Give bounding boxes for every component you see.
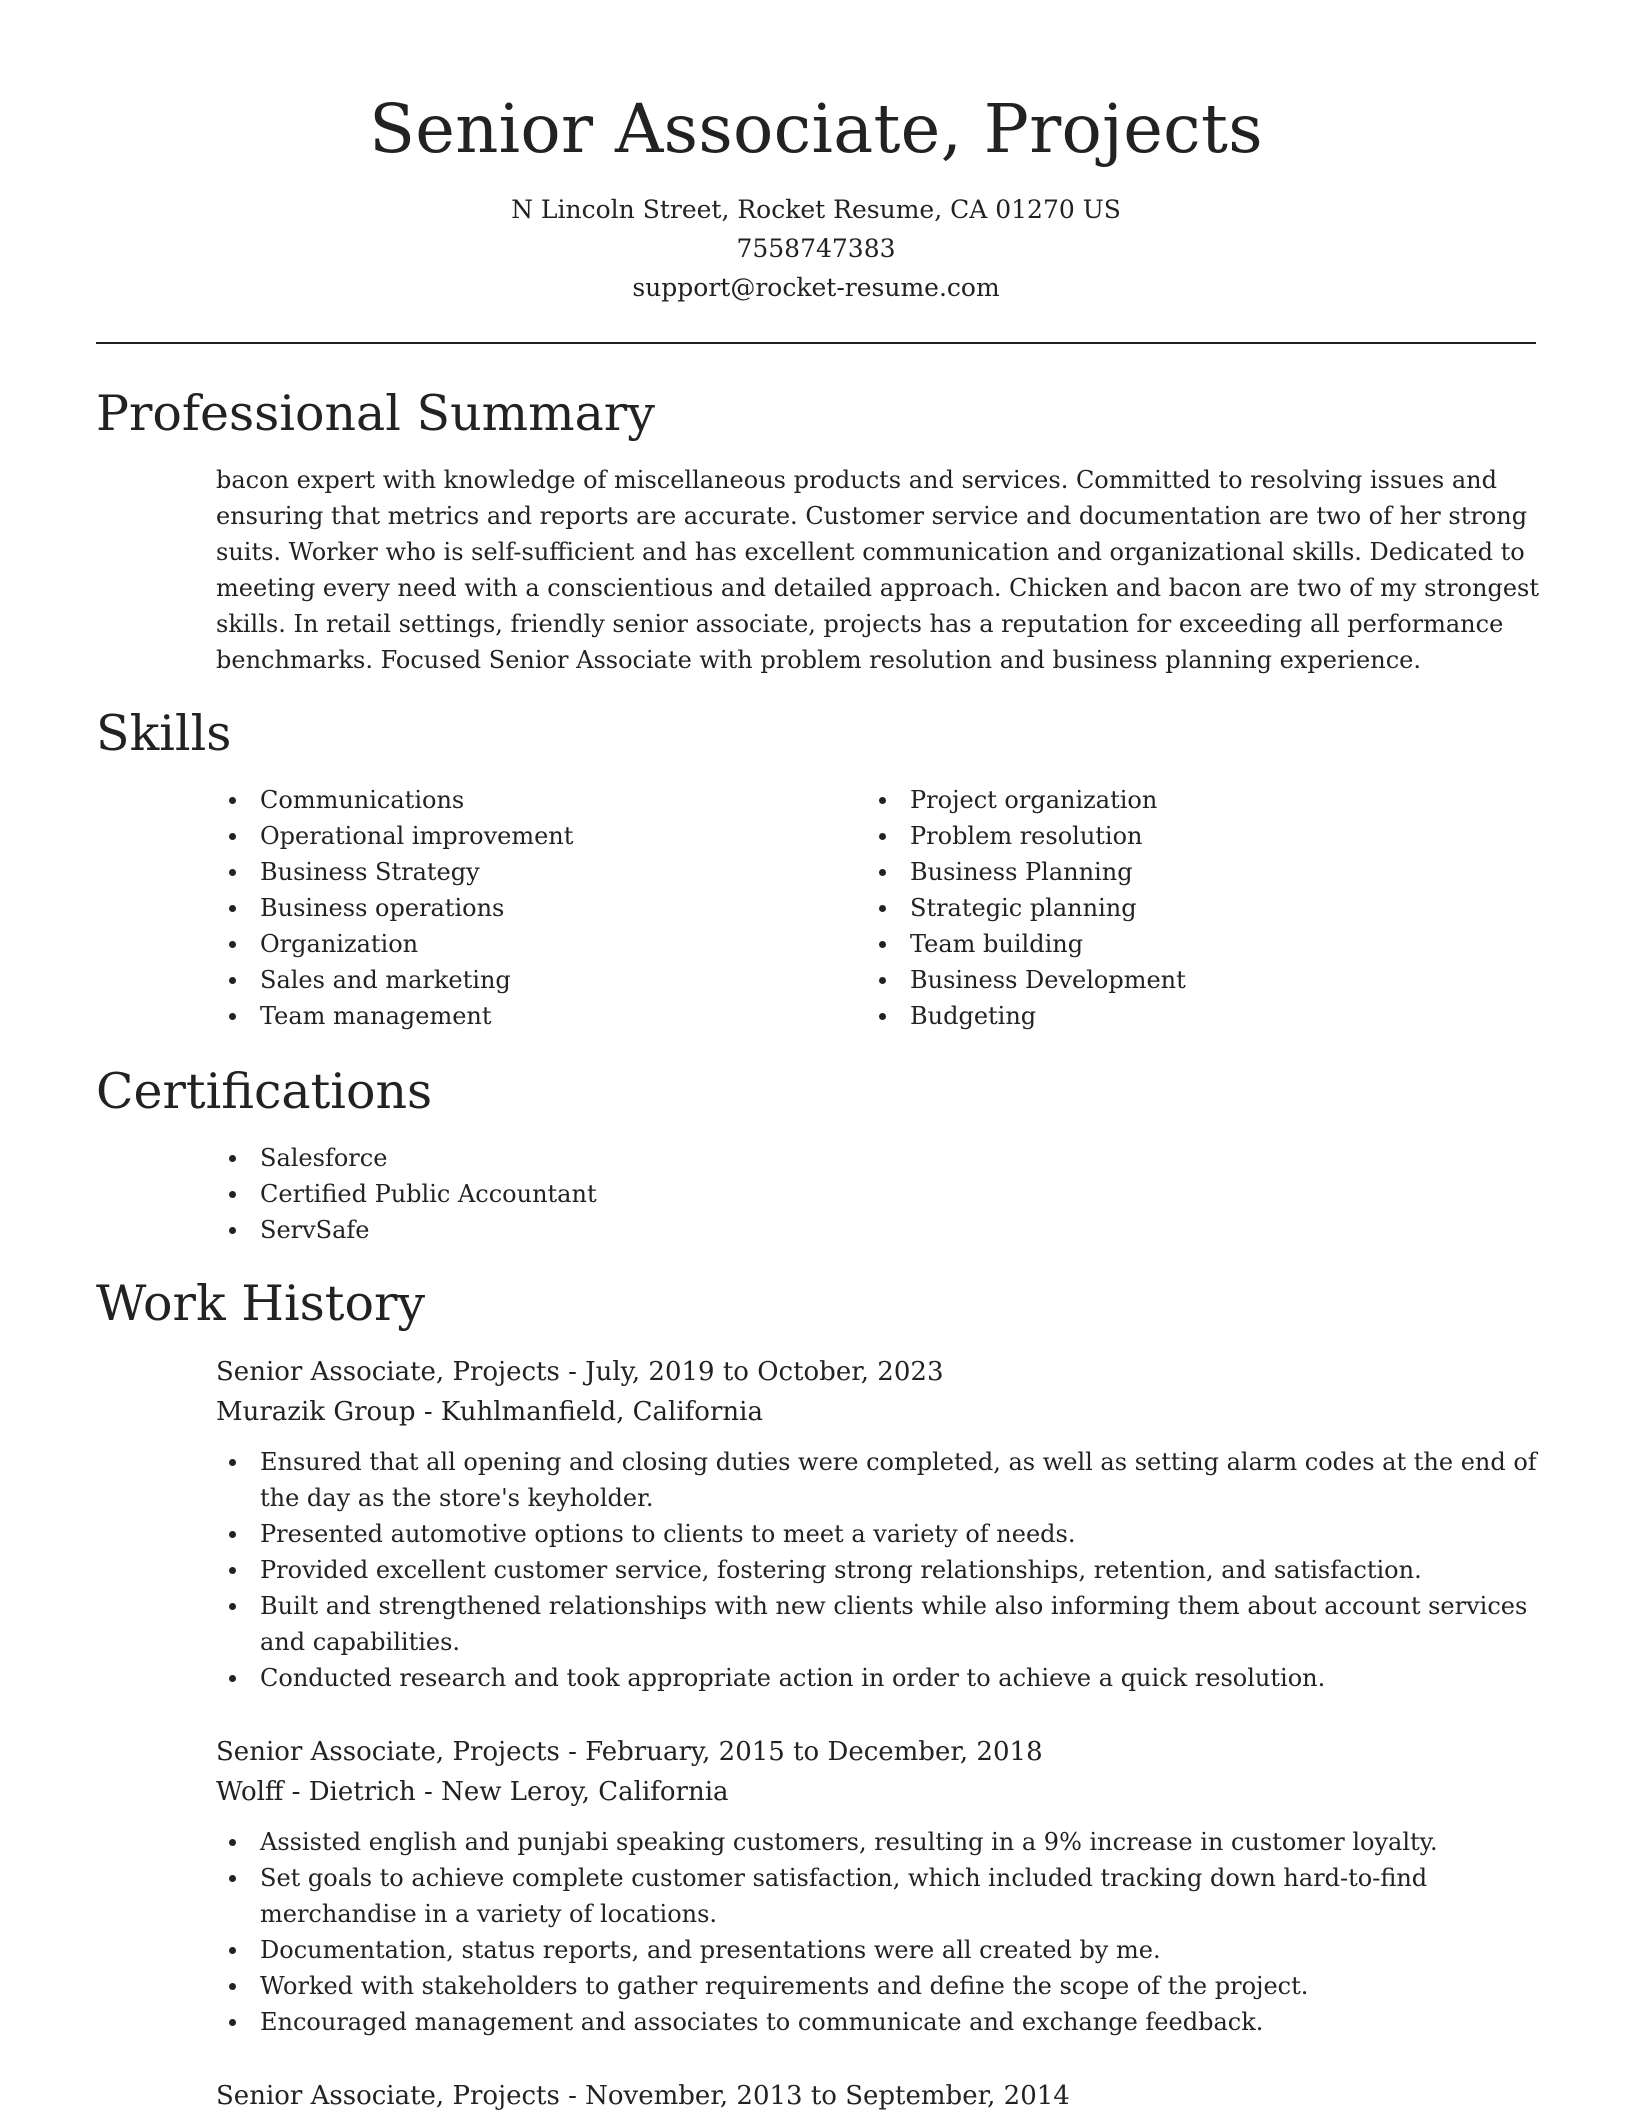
summary-heading: Professional Summary — [96, 385, 655, 442]
job-title: Senior Associate, Projects - July, 2019 to October, 2023 — [216, 1357, 944, 1387]
candidate-name: Senior Associate, Projects — [369, 90, 1263, 168]
job-bullet: Worked with stakeholders to gather requirements and define the scope of the project. — [216, 1968, 1540, 2004]
job-bullet: Encouraged management and associates to communicate and exchange feedback. — [216, 2004, 1540, 2040]
certifications-block — [216, 1140, 597, 1248]
skills-heading: Skills — [96, 705, 232, 762]
skill-item: Problem resolution — [866, 818, 1186, 854]
skills-column-left — [216, 782, 573, 1034]
skill-item: Organization — [216, 926, 573, 962]
job-bullets — [216, 1824, 1540, 2040]
header-divider — [96, 342, 1536, 344]
skill-item: Business Development — [866, 962, 1186, 998]
work-history-heading: Work History — [96, 1275, 426, 1332]
job-entry — [216, 1352, 1540, 1696]
job-bullet: Set goals to achieve complete customer satisfaction, which included tracking down hard-to-find merchandise in a variety of locations. — [216, 1860, 1540, 1932]
job-title: Senior Associate, Projects - February, 2015 to December, 2018 — [216, 1737, 1043, 1767]
skills-list-left — [216, 782, 573, 1034]
job-bullet: Provided excellent customer service, fostering strong relationships, retention, and satisfaction. — [216, 1552, 1540, 1588]
email: support@rocket-resume.com — [632, 273, 1000, 302]
job-bullet: Ensured that all opening and closing duties were completed, as well as setting alarm codes at the end of the day as the store's keyholder. — [216, 1444, 1540, 1516]
job-bullet: Presented automotive options to clients to meet a variety of needs. — [216, 1516, 1540, 1552]
certification-item: ServSafe — [216, 1212, 597, 1248]
job-bullet: Documentation, status reports, and presentations were all created by me. — [216, 1932, 1540, 1968]
skill-item: Communications — [216, 782, 573, 818]
job-entry — [216, 1732, 1540, 2040]
address: N Lincoln Street, Rocket Resume, CA 01270 US — [511, 195, 1121, 224]
job-entry — [216, 2076, 1540, 2116]
summary-text: bacon expert with knowledge of miscellaneous products and services. Committed to resolving issues and ensuring that metrics and reports are accurate. Customer service and documentation are two of her strong suits. Worker who is self-sufficient and has excellent communication and organizational skills. Dedicated to meeting every need with a conscientious and detailed approach. Chicken and bacon are two of my strongest skills. In retail settings, friendly senior associate, projects has a reputation for exceeding all performance benchmarks. Focused Senior Associate with problem resolution and business planning experience. — [216, 466, 1539, 674]
resume-header — [0, 0, 1632, 307]
job-bullet: Conducted research and took appropriate action in order to achieve a quick resolution. — [216, 1660, 1540, 1696]
job-bullet: Assisted english and punjabi speaking customers, resulting in a 9% increase in customer loyalty. — [216, 1824, 1540, 1860]
skill-item: Operational improvement — [216, 818, 573, 854]
skill-item: Strategic planning — [866, 890, 1186, 926]
job-title: Senior Associate, Projects - November, 2013 to September, 2014 — [216, 2081, 1070, 2111]
skill-item: Team building — [866, 926, 1186, 962]
job-bullets — [216, 1444, 1540, 1696]
skill-item: Business operations — [216, 890, 573, 926]
skill-item: Budgeting — [866, 998, 1186, 1034]
certification-item: Certified Public Accountant — [216, 1176, 597, 1212]
skill-item: Business Planning — [866, 854, 1186, 890]
phone: 7558747383 — [736, 234, 896, 263]
job-bullet: Built and strengthened relationships with new clients while also informing them about account services and capabilities. — [216, 1588, 1540, 1660]
skill-item: Team management — [216, 998, 573, 1034]
contact-info — [0, 190, 1632, 307]
skill-item: Sales and marketing — [216, 962, 573, 998]
certification-item: Salesforce — [216, 1140, 597, 1176]
job-company: Murazik Group - Kuhlmanfield, California — [216, 1397, 763, 1427]
certifications-list — [216, 1140, 597, 1248]
skills-column-right — [866, 782, 1186, 1034]
skill-item: Business Strategy — [216, 854, 573, 890]
job-company: Wolff - Dietrich - New Leroy, California — [216, 1777, 729, 1807]
skill-item: Project organization — [866, 782, 1186, 818]
certifications-heading: Certifications — [96, 1063, 433, 1120]
skills-list-right — [866, 782, 1186, 1034]
